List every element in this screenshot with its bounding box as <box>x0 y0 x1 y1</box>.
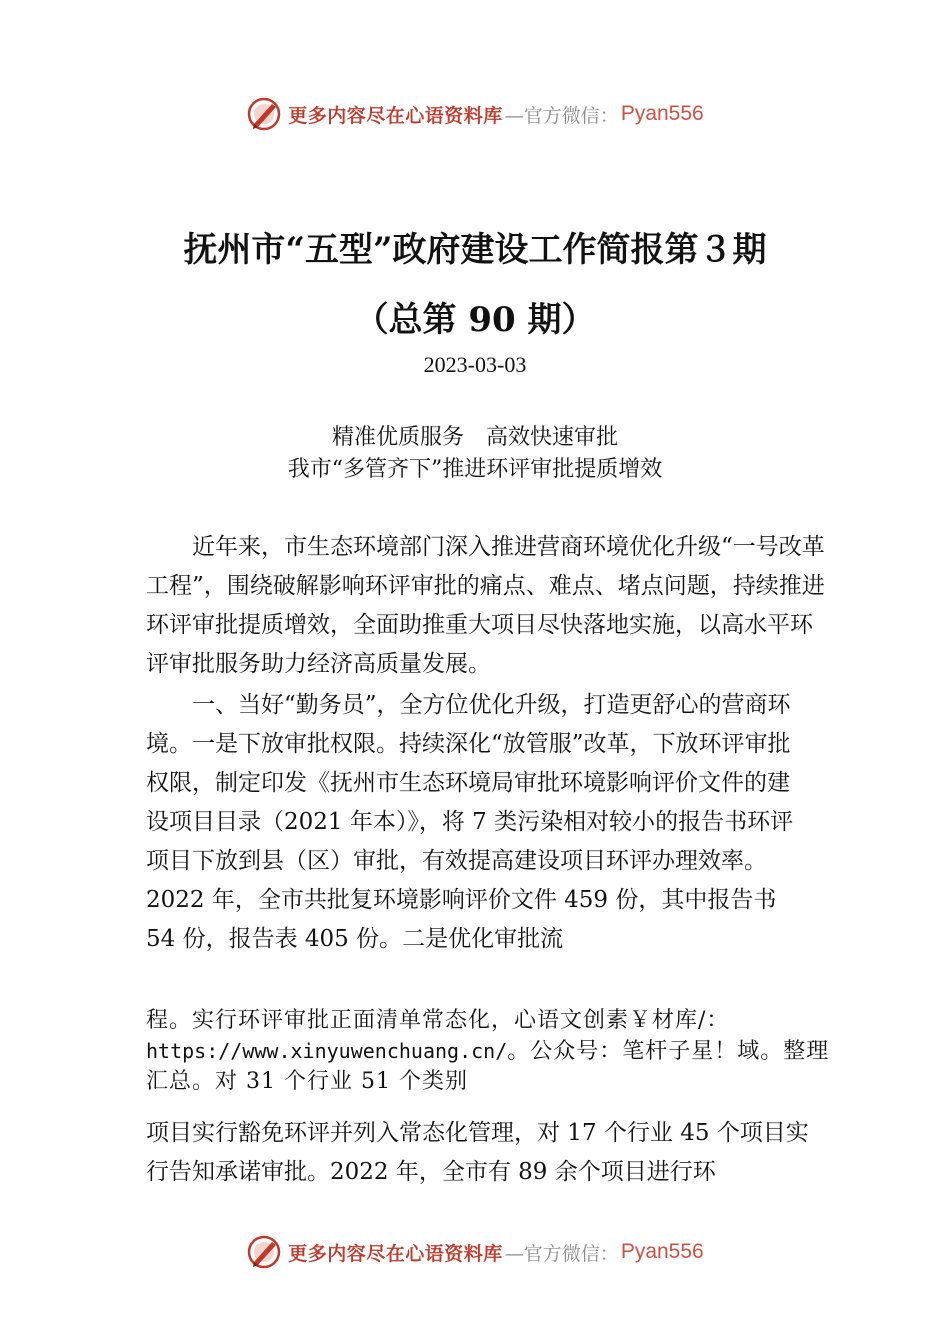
website-link[interactable]: https://www.xinyuwenchuang.cn/ <box>146 1039 508 1063</box>
page-title: 抚州市“五型”政府建设工作简报第３期 <box>183 230 767 270</box>
body-paragraph-2: 一、当好“勤务员”，全方位优化升级，打造更舒心的营商环境。一是下放审批权限。持续深化“放管服”改革，下放环评审批权限，制定印发《抚州市生态环境局审批环境影响评价文件的建设项目目录（2021 年本）》，将 7 类污染相对较小的报告书环评项目下放到县（区）审批，有效提高建设项目环评办理效率。2022 年，全市共批复环境影响评价文件 459 份，其中报告书 54 份，报告表 405 份。二是优化审批流 <box>146 692 794 952</box>
article-subtitle-1: 精准优质服务 高效快速审批 <box>331 425 618 450</box>
banner-text: 更多内容尽在心语资料库 <box>288 104 503 127</box>
body-paragraph-3-b: 。公众号：笔杆子星！域。整理汇总。对 31 个行业 51 个类别 <box>146 1039 830 1094</box>
publish-date: 2023-03-03 <box>423 352 527 377</box>
banner-official-label: —官方微信： <box>504 104 619 127</box>
banner-wechat-id: Pyan556 <box>620 102 704 125</box>
body-paragraph-3 <box>146 1006 846 1097</box>
footer-banner <box>0 1232 950 1272</box>
article-subtitle-2: 我市“多管齐下”推进环评审批提质增效 <box>287 457 663 482</box>
body-paragraph-4: 项目实行豁免环评并列入常态化管理，对 17 个行业 45 个项目实行告知承诺审批。2022 年，全市有 89 余个项目进行环 <box>146 1120 809 1185</box>
body-paragraph-1: 近年来，市生态环境部门深入推进营商环境优化升级“一号改革工程”，围绕破解影响环评审批的痛点、难点、堵点问题，持续推进环评审批提质增效，全面助推重大项目尽快落地实施，以高水平环评审批服务助力经济高质量发展。 <box>146 534 825 677</box>
pen-logo-icon <box>246 1234 282 1270</box>
body-paragraph-3-a: 程。实行环评审批正面清单常态化，心语文创素￥材库/： <box>146 1008 730 1033</box>
pen-logo-icon <box>246 96 282 132</box>
page-title-issue: （总第 90 期） <box>354 300 596 340</box>
footer-wechat-id: Pyan556 <box>620 1240 704 1263</box>
footer-official-label: —官方微信： <box>504 1242 619 1265</box>
header-banner <box>0 94 950 134</box>
footer-banner-text: 更多内容尽在心语资料库 <box>288 1242 503 1265</box>
